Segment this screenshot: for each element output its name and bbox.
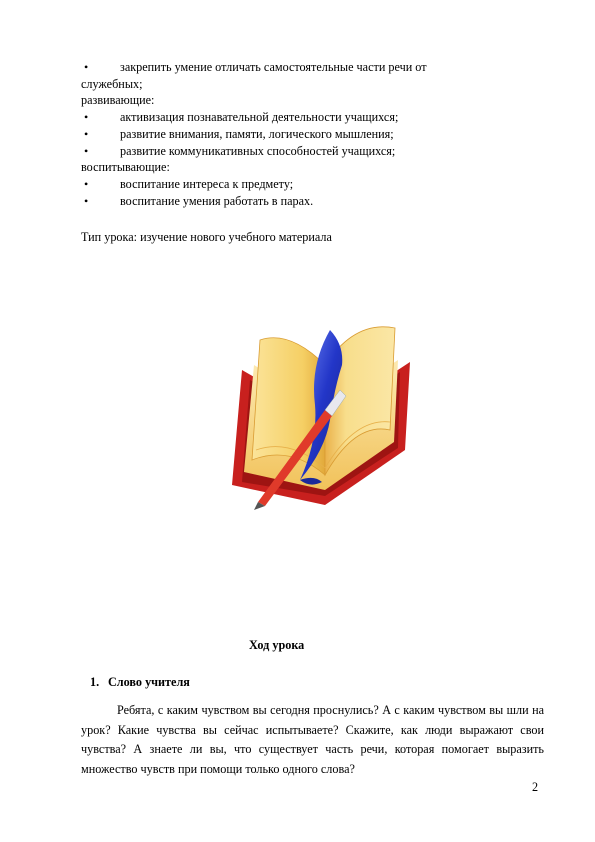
objective-text: закрепить умение отличать самостоятельные части речи от — [120, 60, 427, 74]
lesson-type: Тип урока: изучение нового учебного материала — [81, 230, 332, 244]
developing-item: активизация познавательной деятельности учащихся; — [120, 110, 399, 124]
bullet-marker: • — [84, 144, 89, 158]
developing-item: развитие коммуникативных способностей учащихся; — [120, 144, 396, 158]
lesson-course-heading: Ход урока — [249, 638, 305, 652]
section-title: Слово учителя — [108, 675, 190, 689]
bullet-marker: • — [84, 177, 89, 191]
educational-item: воспитание интереса к предмету; — [120, 177, 294, 191]
section-number: 1. — [90, 675, 100, 689]
bullet-marker: • — [84, 60, 89, 74]
teacher-paragraph: Ребята, с каким чувством вы сегодня проснулись? А с каким чувством вы шли на урок? Какие чувства вы сейчас испытываете? Скажите, как люди выражают свои чувства? А знаете ли вы, что существует часть речи, которая помогает выразить множество чувств при помощи только одного слова? — [81, 703, 544, 776]
objective-text-continued: служебных; — [81, 77, 143, 91]
page-number: 2 — [532, 780, 539, 794]
open-book-with-pen-image — [230, 310, 415, 510]
developing-label: развивающие: — [81, 93, 155, 107]
educational-item: воспитание умения работать в парах. — [120, 194, 314, 208]
developing-item: развитие внимания, памяти, логического мышления; — [120, 127, 394, 141]
bullet-marker: • — [84, 110, 89, 124]
bullet-marker: • — [84, 194, 89, 208]
educational-label: воспитывающие: — [81, 160, 170, 174]
bullet-marker: • — [84, 127, 89, 141]
